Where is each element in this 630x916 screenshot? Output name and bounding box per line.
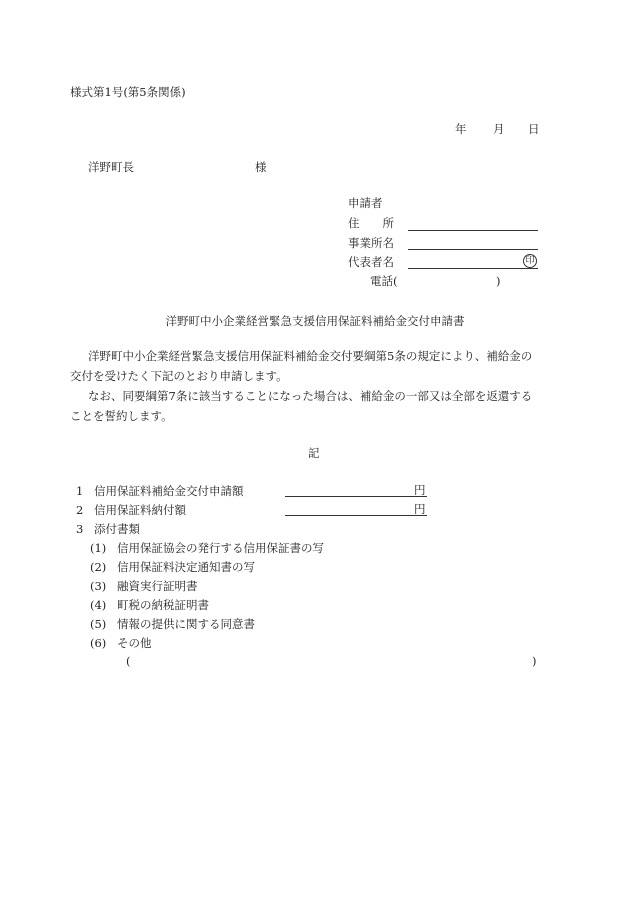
address-label: 住 所 (348, 216, 394, 230)
body-line-2: 交付を受けたく下記のとおり申請します。 (70, 369, 288, 383)
attachment-2-label: 信用保証料決定通知書の写 (117, 560, 255, 574)
phone-label: 電話( (370, 274, 398, 288)
attachment-5-number: (5) (90, 617, 107, 631)
application-amount-field[interactable] (285, 496, 427, 497)
other-open-paren: ( (126, 654, 131, 668)
document-title: 洋野町中小企業経営緊急支援信用保証料補給金交付申請書 (165, 314, 465, 328)
attachment-3-number: (3) (90, 579, 107, 593)
body-line-3: なお、同要綱第7条に該当することになった場合は、補給金の一部又は全部を返還する (88, 389, 533, 403)
item-2-unit: 円 (414, 502, 426, 516)
representative-label: 代表者名 (348, 255, 394, 269)
date-day-label: 日 (528, 122, 540, 136)
phone-field[interactable] (400, 274, 490, 288)
body-line-1: 洋野町中小企業経営緊急支援信用保証料補給金交付要綱第5条の規定により、補給金の (88, 349, 533, 363)
attachment-3-label: 融資実行証明書 (117, 579, 198, 593)
office-name-field[interactable] (408, 249, 538, 250)
attachment-4-label: 町税の納税証明書 (117, 598, 209, 612)
office-name-label: 事業所名 (348, 236, 394, 250)
date-year-label: 年 (455, 122, 467, 136)
phone-close-paren: ) (496, 274, 501, 288)
date-month-label: 月 (493, 122, 505, 136)
item-2-number: 2 (76, 503, 84, 517)
item-3-label: 添付書類 (94, 522, 140, 536)
item-2-label: 信用保証料納付額 (94, 503, 186, 517)
attachment-1-label: 信用保証協会の発行する信用保証書の写 (117, 541, 324, 555)
addressee-name: 洋野町長 (88, 160, 134, 174)
attachment-4-number: (4) (90, 598, 107, 612)
body-text (70, 346, 554, 426)
address-field[interactable] (408, 230, 538, 231)
representative-field[interactable] (408, 268, 538, 269)
attachment-5-label: 情報の提供に関する同意書 (117, 617, 255, 631)
paid-amount-field[interactable] (285, 515, 427, 516)
item-1-label: 信用保証料補給金交付申請額 (94, 484, 244, 498)
other-close-paren: ) (532, 654, 537, 668)
item-1-number: 1 (76, 484, 84, 498)
other-details-field[interactable] (138, 654, 528, 668)
addressee-honorific: 様 (255, 160, 267, 174)
seal-mark-icon: 印 (523, 254, 537, 268)
applicant-heading: 申請者 (348, 196, 383, 210)
attachment-6-number: (6) (90, 636, 107, 650)
item-1-unit: 円 (414, 483, 426, 497)
attachment-6-label: その他 (117, 636, 152, 650)
attachment-2-number: (2) (90, 560, 107, 574)
form-number: 様式第1号(第5条関係) (70, 85, 186, 99)
body-line-4: ことを誓約します。 (70, 409, 173, 423)
ki-heading: 記 (308, 446, 320, 460)
item-3-number: 3 (76, 522, 84, 536)
attachment-1-number: (1) (90, 541, 107, 555)
